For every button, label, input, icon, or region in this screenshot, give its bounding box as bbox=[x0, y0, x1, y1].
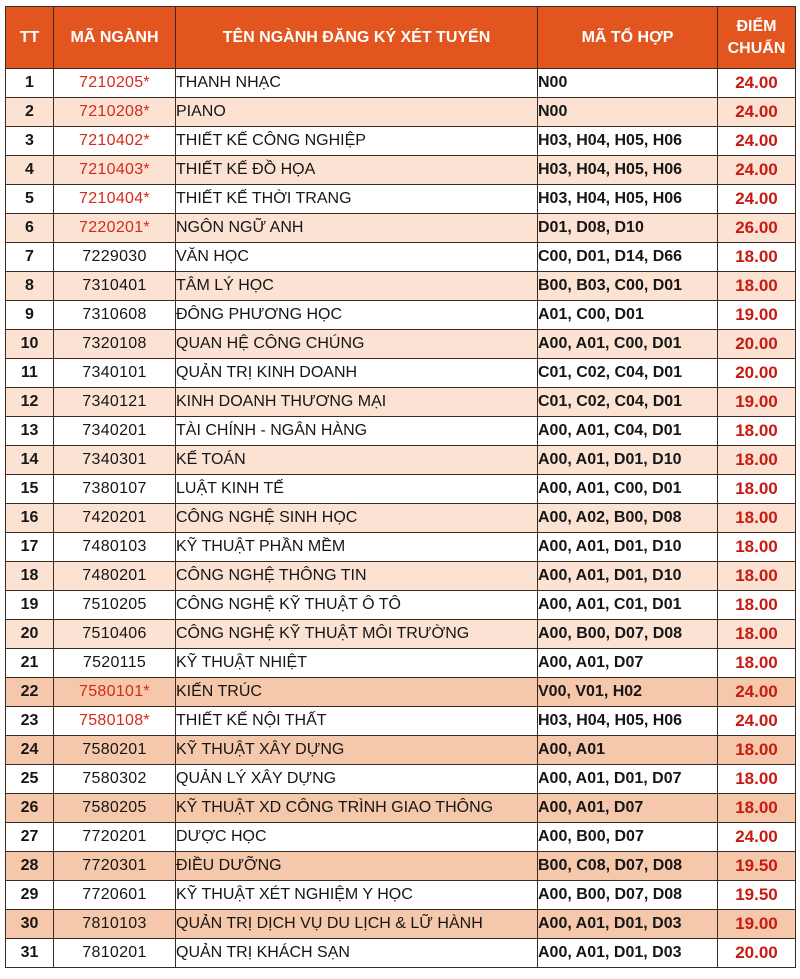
cell-tt: 24 bbox=[6, 736, 54, 765]
cell-tt: 31 bbox=[6, 939, 54, 968]
cell-major-name: DƯỢC HỌC bbox=[176, 823, 538, 852]
cell-tt: 19 bbox=[6, 591, 54, 620]
cell-major-code: 7340121 bbox=[54, 388, 176, 417]
cell-subject-combo: A00, A01, D01, D03 bbox=[538, 910, 718, 939]
cell-major-name: TÀI CHÍNH - NGÂN HÀNG bbox=[176, 417, 538, 446]
cell-subject-combo: N00 bbox=[538, 98, 718, 127]
cell-major-code: 7480103 bbox=[54, 533, 176, 562]
cell-subject-combo: H03, H04, H05, H06 bbox=[538, 185, 718, 214]
cell-major-name: LUẬT KINH TẾ bbox=[176, 475, 538, 504]
cell-major-name: ĐIỀU DƯỠNG bbox=[176, 852, 538, 881]
cell-subject-combo: V00, V01, H02 bbox=[538, 678, 718, 707]
cell-tt: 17 bbox=[6, 533, 54, 562]
table-row bbox=[6, 591, 796, 620]
table-row bbox=[6, 562, 796, 591]
cell-tt: 13 bbox=[6, 417, 54, 446]
cell-score: 19.00 bbox=[718, 910, 796, 939]
cell-subject-combo: A00, B00, D07, D08 bbox=[538, 881, 718, 910]
cell-major-name: KẾ TOÁN bbox=[176, 446, 538, 475]
cell-score: 18.00 bbox=[718, 794, 796, 823]
table-row bbox=[6, 620, 796, 649]
table-row bbox=[6, 939, 796, 968]
table-row bbox=[6, 794, 796, 823]
cell-major-code: 7810201 bbox=[54, 939, 176, 968]
cell-major-name: NGÔN NGỮ ANH bbox=[176, 214, 538, 243]
cell-major-name: KỸ THUẬT NHIỆT bbox=[176, 649, 538, 678]
cell-score: 19.00 bbox=[718, 388, 796, 417]
cell-major-code: 7720601 bbox=[54, 881, 176, 910]
table-row bbox=[6, 214, 796, 243]
table-body bbox=[6, 69, 796, 968]
header-tt: TT bbox=[6, 7, 54, 69]
cell-subject-combo: A00, A01, D01, D03 bbox=[538, 939, 718, 968]
cell-tt: 27 bbox=[6, 823, 54, 852]
cell-major-code: 7210402* bbox=[54, 127, 176, 156]
cell-score: 20.00 bbox=[718, 359, 796, 388]
cell-score: 18.00 bbox=[718, 765, 796, 794]
table-row bbox=[6, 243, 796, 272]
cell-subject-combo: A00, A01, C04, D01 bbox=[538, 417, 718, 446]
table-row bbox=[6, 388, 796, 417]
table-row bbox=[6, 707, 796, 736]
cell-subject-combo: H03, H04, H05, H06 bbox=[538, 707, 718, 736]
table-row bbox=[6, 475, 796, 504]
cell-major-name: THIẾT KẾ CÔNG NGHIỆP bbox=[176, 127, 538, 156]
cell-major-name: ĐÔNG PHƯƠNG HỌC bbox=[176, 301, 538, 330]
cell-tt: 11 bbox=[6, 359, 54, 388]
cell-score: 19.00 bbox=[718, 301, 796, 330]
cell-score: 20.00 bbox=[718, 330, 796, 359]
cell-score: 24.00 bbox=[718, 156, 796, 185]
cell-major-name: QUAN HỆ CÔNG CHÚNG bbox=[176, 330, 538, 359]
cell-score: 18.00 bbox=[718, 243, 796, 272]
cell-major-code: 7210205* bbox=[54, 69, 176, 98]
header-combo: MÃ TỔ HỢP bbox=[538, 7, 718, 69]
cell-subject-combo: A00, A01, D07 bbox=[538, 649, 718, 678]
cell-major-code: 7320108 bbox=[54, 330, 176, 359]
cell-score: 18.00 bbox=[718, 533, 796, 562]
cell-major-name: KIẾN TRÚC bbox=[176, 678, 538, 707]
cell-major-name: VĂN HỌC bbox=[176, 243, 538, 272]
cell-subject-combo: A00, A01, D01, D10 bbox=[538, 562, 718, 591]
cell-major-name: KỸ THUẬT XÉT NGHIỆM Y HỌC bbox=[176, 881, 538, 910]
cell-major-code: 7420201 bbox=[54, 504, 176, 533]
cell-major-name: THIẾT KẾ NỘI THẤT bbox=[176, 707, 538, 736]
cell-major-code: 7520115 bbox=[54, 649, 176, 678]
cell-tt: 20 bbox=[6, 620, 54, 649]
cell-major-code: 7810103 bbox=[54, 910, 176, 939]
cell-subject-combo: A00, A01, D01, D10 bbox=[538, 446, 718, 475]
cell-subject-combo: A00, A01, D01, D07 bbox=[538, 765, 718, 794]
cell-tt: 15 bbox=[6, 475, 54, 504]
cell-major-name: CÔNG NGHỆ SINH HỌC bbox=[176, 504, 538, 533]
cell-score: 18.00 bbox=[718, 504, 796, 533]
table-header bbox=[6, 7, 796, 69]
cell-score: 18.00 bbox=[718, 562, 796, 591]
cell-major-name: QUẢN LÝ XÂY DỰNG bbox=[176, 765, 538, 794]
cell-subject-combo: A00, A02, B00, D08 bbox=[538, 504, 718, 533]
cell-score: 24.00 bbox=[718, 678, 796, 707]
cell-major-code: 7340101 bbox=[54, 359, 176, 388]
table-row bbox=[6, 765, 796, 794]
cell-major-name: CÔNG NGHỆ KỸ THUẬT Ô TÔ bbox=[176, 591, 538, 620]
cell-tt: 14 bbox=[6, 446, 54, 475]
cell-major-code: 7580205 bbox=[54, 794, 176, 823]
cell-major-name: QUẢN TRỊ KINH DOANH bbox=[176, 359, 538, 388]
cell-tt: 8 bbox=[6, 272, 54, 301]
table-row bbox=[6, 446, 796, 475]
table-row bbox=[6, 330, 796, 359]
cell-major-code: 7310401 bbox=[54, 272, 176, 301]
cell-major-name: PIANO bbox=[176, 98, 538, 127]
header-name: TÊN NGÀNH ĐĂNG KÝ XÉT TUYỂN bbox=[176, 7, 538, 69]
cell-score: 24.00 bbox=[718, 185, 796, 214]
header-score-line2: CHUẨN bbox=[727, 39, 786, 57]
cell-major-code: 7510205 bbox=[54, 591, 176, 620]
cell-major-code: 7720201 bbox=[54, 823, 176, 852]
cell-major-name: THANH NHẠC bbox=[176, 69, 538, 98]
cell-score: 24.00 bbox=[718, 98, 796, 127]
table-row bbox=[6, 678, 796, 707]
cell-subject-combo: B00, C08, D07, D08 bbox=[538, 852, 718, 881]
cell-score: 18.00 bbox=[718, 417, 796, 446]
cell-subject-combo: N00 bbox=[538, 69, 718, 98]
cell-major-code: 7340201 bbox=[54, 417, 176, 446]
cell-score: 18.00 bbox=[718, 446, 796, 475]
cell-score: 18.00 bbox=[718, 620, 796, 649]
cell-major-code: 7220201* bbox=[54, 214, 176, 243]
cell-major-code: 7580108* bbox=[54, 707, 176, 736]
cell-score: 24.00 bbox=[718, 707, 796, 736]
cell-score: 18.00 bbox=[718, 649, 796, 678]
table-row bbox=[6, 69, 796, 98]
cell-major-code: 7510406 bbox=[54, 620, 176, 649]
cell-tt: 23 bbox=[6, 707, 54, 736]
cell-score: 26.00 bbox=[718, 214, 796, 243]
table-row bbox=[6, 736, 796, 765]
table-row bbox=[6, 910, 796, 939]
cell-major-code: 7229030 bbox=[54, 243, 176, 272]
table-row bbox=[6, 359, 796, 388]
cell-major-name: QUẢN TRỊ DỊCH VỤ DU LỊCH & LỮ HÀNH bbox=[176, 910, 538, 939]
header-score-line1: ĐIỂM bbox=[736, 17, 777, 35]
cell-score: 19.50 bbox=[718, 852, 796, 881]
cell-tt: 12 bbox=[6, 388, 54, 417]
cell-major-code: 7580101* bbox=[54, 678, 176, 707]
cell-tt: 21 bbox=[6, 649, 54, 678]
cell-score: 18.00 bbox=[718, 591, 796, 620]
cell-subject-combo: H03, H04, H05, H06 bbox=[538, 127, 718, 156]
cell-tt: 28 bbox=[6, 852, 54, 881]
cell-tt: 18 bbox=[6, 562, 54, 591]
cell-score: 24.00 bbox=[718, 69, 796, 98]
cell-subject-combo: A00, A01, C00, D01 bbox=[538, 330, 718, 359]
cell-major-code: 7480201 bbox=[54, 562, 176, 591]
table-row bbox=[6, 823, 796, 852]
cell-score: 19.50 bbox=[718, 881, 796, 910]
cell-subject-combo: A00, B00, D07 bbox=[538, 823, 718, 852]
table-row bbox=[6, 881, 796, 910]
cell-subject-combo: C01, C02, C04, D01 bbox=[538, 359, 718, 388]
header-row bbox=[6, 7, 796, 69]
cell-subject-combo: A00, A01, C01, D01 bbox=[538, 591, 718, 620]
cell-major-name: CÔNG NGHỆ THÔNG TIN bbox=[176, 562, 538, 591]
cell-subject-combo: A00, A01 bbox=[538, 736, 718, 765]
admission-score-table bbox=[5, 6, 796, 968]
table-row bbox=[6, 156, 796, 185]
cell-major-name: THIẾT KẾ ĐỒ HỌA bbox=[176, 156, 538, 185]
cell-tt: 2 bbox=[6, 98, 54, 127]
cell-subject-combo: D01, D08, D10 bbox=[538, 214, 718, 243]
cell-major-name: KỸ THUẬT PHẦN MỀM bbox=[176, 533, 538, 562]
cell-tt: 29 bbox=[6, 881, 54, 910]
table-row bbox=[6, 533, 796, 562]
header-code: MÃ NGÀNH bbox=[54, 7, 176, 69]
cell-score: 18.00 bbox=[718, 736, 796, 765]
cell-major-name: THIẾT KẾ THỜI TRANG bbox=[176, 185, 538, 214]
cell-tt: 6 bbox=[6, 214, 54, 243]
cell-subject-combo: A01, C00, D01 bbox=[538, 301, 718, 330]
cell-tt: 30 bbox=[6, 910, 54, 939]
cell-major-code: 7310608 bbox=[54, 301, 176, 330]
cell-tt: 22 bbox=[6, 678, 54, 707]
header-score bbox=[718, 7, 796, 69]
cell-score: 18.00 bbox=[718, 475, 796, 504]
cell-major-name: KINH DOANH THƯƠNG MẠI bbox=[176, 388, 538, 417]
cell-tt: 7 bbox=[6, 243, 54, 272]
table-row bbox=[6, 98, 796, 127]
cell-tt: 25 bbox=[6, 765, 54, 794]
cell-major-name: KỸ THUẬT XD CÔNG TRÌNH GIAO THÔNG bbox=[176, 794, 538, 823]
cell-subject-combo: A00, A01, D07 bbox=[538, 794, 718, 823]
cell-tt: 26 bbox=[6, 794, 54, 823]
cell-subject-combo: A00, A01, C00, D01 bbox=[538, 475, 718, 504]
table-row bbox=[6, 272, 796, 301]
cell-subject-combo: C01, C02, C04, D01 bbox=[538, 388, 718, 417]
cell-subject-combo: H03, H04, H05, H06 bbox=[538, 156, 718, 185]
cell-tt: 1 bbox=[6, 69, 54, 98]
cell-tt: 16 bbox=[6, 504, 54, 533]
cell-tt: 10 bbox=[6, 330, 54, 359]
cell-score: 24.00 bbox=[718, 127, 796, 156]
cell-major-code: 7210404* bbox=[54, 185, 176, 214]
cell-major-code: 7340301 bbox=[54, 446, 176, 475]
table-row bbox=[6, 127, 796, 156]
table-row bbox=[6, 301, 796, 330]
cell-major-code: 7210208* bbox=[54, 98, 176, 127]
cell-major-code: 7580302 bbox=[54, 765, 176, 794]
table-row bbox=[6, 504, 796, 533]
cell-major-name: TÂM LÝ HỌC bbox=[176, 272, 538, 301]
cell-major-code: 7720301 bbox=[54, 852, 176, 881]
cell-subject-combo: A00, A01, D01, D10 bbox=[538, 533, 718, 562]
cell-major-name: KỸ THUẬT XÂY DỰNG bbox=[176, 736, 538, 765]
cell-score: 24.00 bbox=[718, 823, 796, 852]
cell-major-name: CÔNG NGHỆ KỸ THUẬT MÔI TRƯỜNG bbox=[176, 620, 538, 649]
cell-tt: 5 bbox=[6, 185, 54, 214]
cell-tt: 4 bbox=[6, 156, 54, 185]
cell-major-name: QUẢN TRỊ KHÁCH SẠN bbox=[176, 939, 538, 968]
cell-subject-combo: C00, D01, D14, D66 bbox=[538, 243, 718, 272]
cell-score: 20.00 bbox=[718, 939, 796, 968]
cell-major-code: 7380107 bbox=[54, 475, 176, 504]
cell-tt: 9 bbox=[6, 301, 54, 330]
cell-major-code: 7580201 bbox=[54, 736, 176, 765]
table-row bbox=[6, 649, 796, 678]
cell-tt: 3 bbox=[6, 127, 54, 156]
cell-subject-combo: A00, B00, D07, D08 bbox=[538, 620, 718, 649]
table-row bbox=[6, 852, 796, 881]
cell-major-code: 7210403* bbox=[54, 156, 176, 185]
table-row bbox=[6, 417, 796, 446]
cell-subject-combo: B00, B03, C00, D01 bbox=[538, 272, 718, 301]
cell-score: 18.00 bbox=[718, 272, 796, 301]
table-row bbox=[6, 185, 796, 214]
